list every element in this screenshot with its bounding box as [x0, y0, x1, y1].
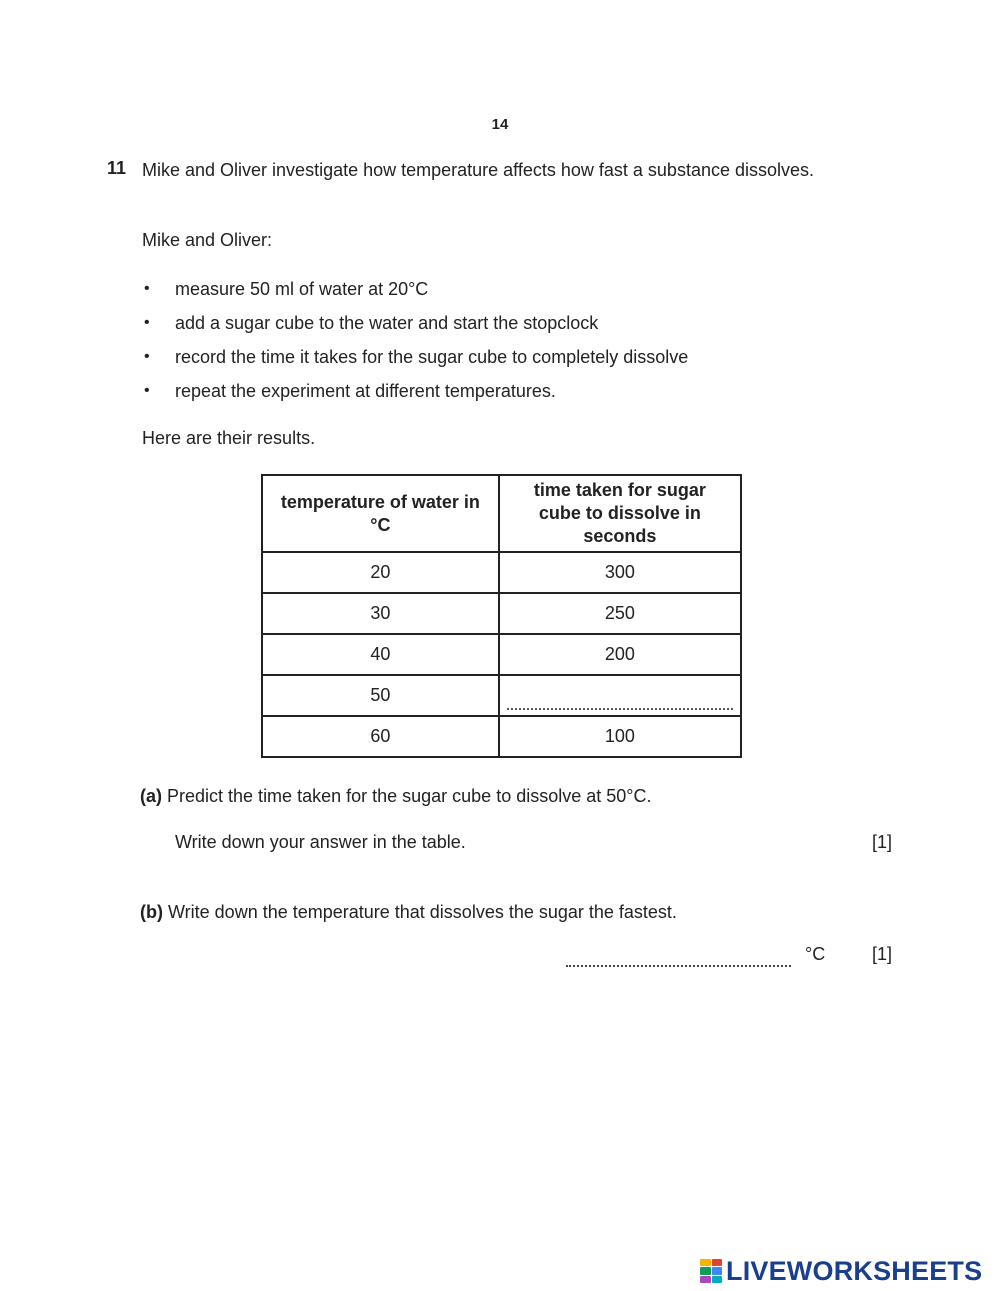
list-item: [142, 312, 688, 346]
logo-block: [712, 1276, 723, 1283]
part-b-text: Write down the temperature that dissolves the sugar the fastest.: [168, 902, 677, 922]
question-number: 11: [107, 158, 127, 178]
method-steps: [142, 278, 688, 414]
temp-cell: 60: [262, 716, 499, 757]
bullet-icon: •: [144, 280, 150, 297]
answer-cell[interactable]: [499, 675, 741, 716]
table-row: [262, 593, 741, 634]
temp-cell: 20: [262, 552, 499, 593]
liveworksheets-brand: [700, 1256, 982, 1286]
list-item: [142, 380, 688, 414]
part-a-text: Predict the time taken for the sugar cube to dissolve at 50°C.: [167, 786, 652, 806]
table-row: [262, 716, 741, 757]
step-text: add a sugar cube to the water and start the stopclock: [175, 313, 599, 333]
table-header-row: [262, 475, 741, 552]
list-item: [142, 278, 688, 312]
part-a-question: [140, 786, 651, 807]
page-number: 14: [491, 116, 509, 133]
method-intro: Mike and Oliver:: [142, 230, 273, 250]
header-temperature: temperature of water in °C: [262, 475, 499, 552]
step-text: measure 50 ml of water at 20°C: [175, 279, 429, 299]
results-intro: Here are their results.: [142, 428, 316, 448]
logo-block: [700, 1276, 711, 1283]
part-b-answer-input[interactable]: [566, 955, 791, 967]
table-row: [262, 634, 741, 675]
logo-block: [700, 1267, 711, 1274]
bullet-icon: •: [144, 314, 150, 331]
table-row: [262, 552, 741, 593]
part-b-unit: °C: [805, 944, 826, 964]
part-b-marks: [1]: [872, 944, 893, 964]
list-item: [142, 346, 688, 380]
part-b-question: [140, 902, 677, 923]
step-text: repeat the experiment at different temperatures.: [175, 381, 556, 401]
part-b-label: (b): [140, 902, 163, 922]
answer-input-50c[interactable]: [507, 692, 733, 710]
time-cell: 250: [499, 593, 741, 634]
temp-cell: 50: [262, 675, 499, 716]
temp-cell: 40: [262, 634, 499, 675]
time-cell: 300: [499, 552, 741, 593]
step-text: record the time it takes for the sugar cube to completely dissolve: [175, 347, 689, 367]
part-a-label: (a): [140, 786, 162, 806]
question-text: Mike and Oliver investigate how temperature affects how fast a substance dissolves.: [142, 160, 815, 180]
time-cell: 100: [499, 716, 741, 757]
liveworksheets-logo-icon: [700, 1259, 722, 1283]
bullet-icon: •: [144, 382, 150, 399]
table-row: [262, 675, 741, 716]
time-cell: 200: [499, 634, 741, 675]
header-time: time taken for sugar cube to dissolve in seconds: [499, 475, 741, 552]
liveworksheets-wordmark: LIVEWORKSHEETS: [726, 1256, 983, 1286]
results-table: [261, 474, 742, 758]
bullet-icon: •: [144, 348, 150, 365]
logo-block: [700, 1259, 711, 1266]
temp-cell: 30: [262, 593, 499, 634]
part-a-instruction: Write down your answer in the table.: [175, 832, 466, 852]
logo-block: [712, 1259, 723, 1266]
logo-block: [712, 1267, 723, 1274]
part-a-marks: [1]: [872, 832, 893, 852]
